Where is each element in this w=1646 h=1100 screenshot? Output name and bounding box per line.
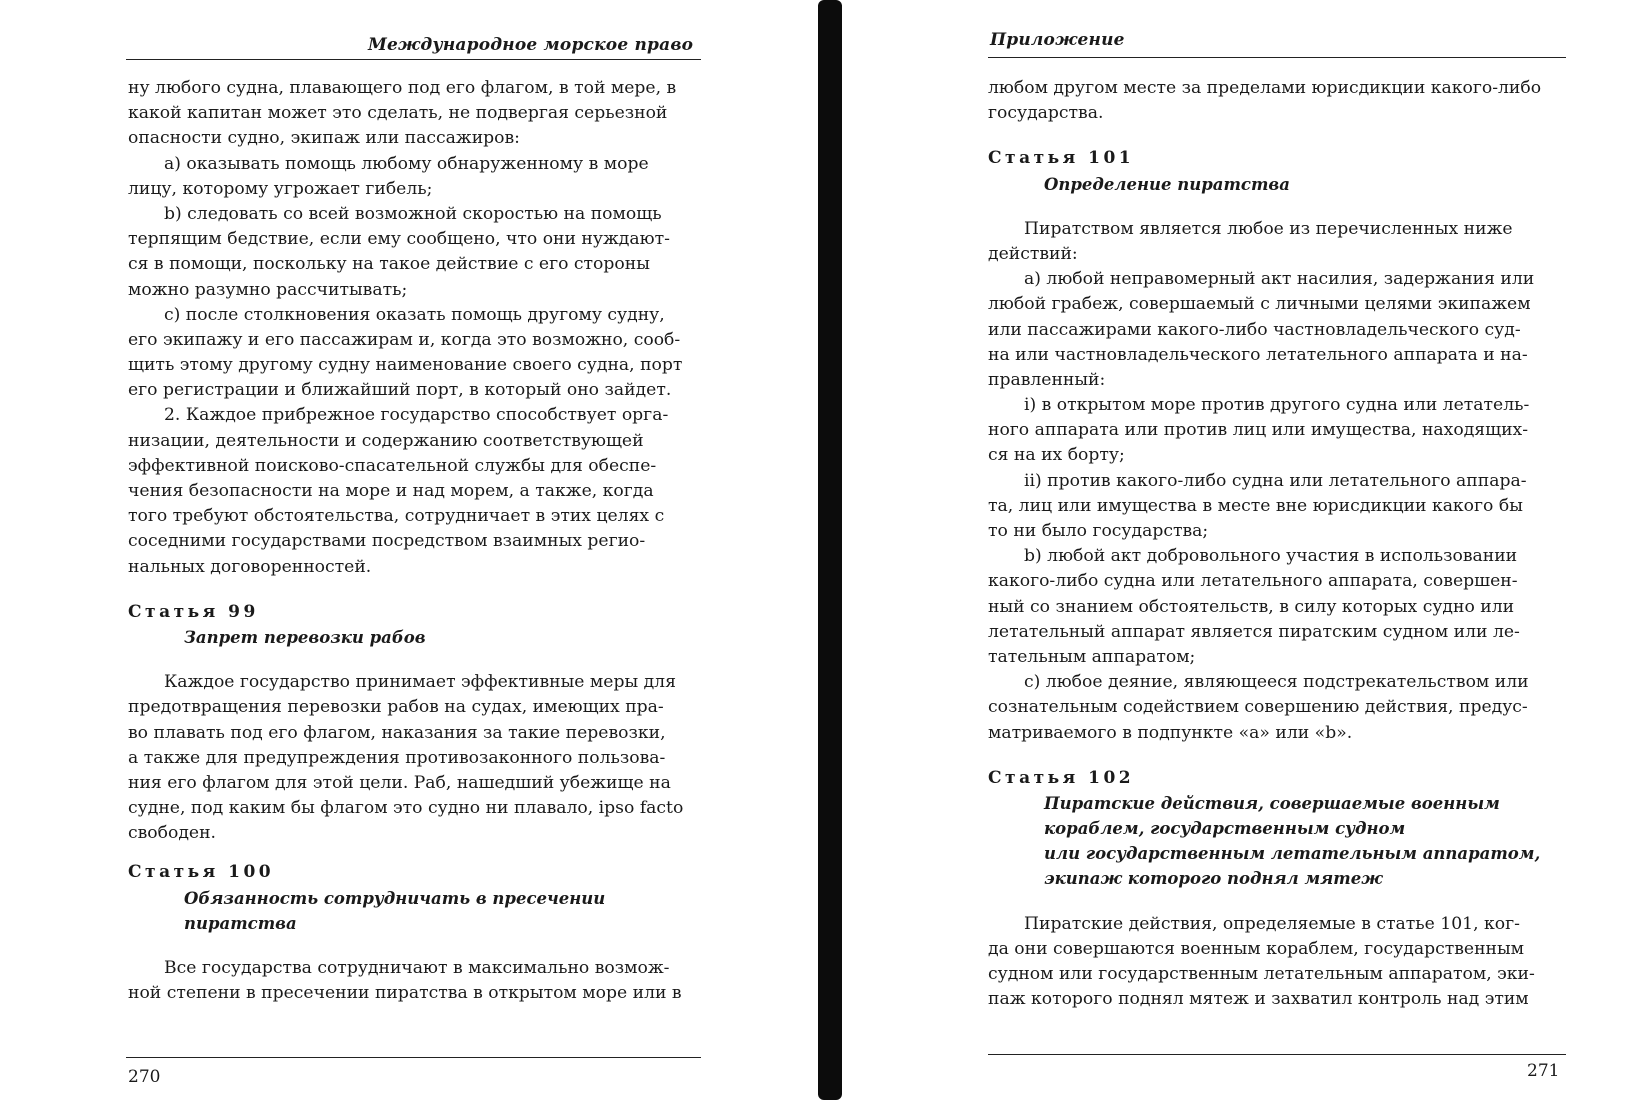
article-heading: Статья 100 (128, 862, 275, 883)
article-title: Запрет перевозки рабов (184, 627, 426, 647)
text-line: щить этому другому судну наименование своего судна, порт (128, 355, 683, 376)
text-line: ный со знанием обстоятельств, в силу которых судно или (988, 596, 1515, 617)
article-title: пиратства (184, 913, 297, 933)
book-spine (818, 0, 842, 1100)
text-line: того требуют обстоятельства, сотрудничает в этих целях с (128, 506, 665, 527)
text-line: b) следовать со всей возможной скоростью на помощь (164, 203, 662, 224)
left-page-text (128, 76, 699, 1006)
text-line: с) после столкновения оказать помощь другому судну, (164, 304, 665, 325)
left-page (0, 0, 810, 1100)
text-line: b) любой акт добровольного участия в использовании (1024, 546, 1518, 567)
text-line: любой грабеж, совершаемый с личными целями экипажем (988, 294, 1531, 315)
text-line: во плавать под его флагом, наказания за такие перевозки, (128, 722, 666, 743)
running-header-left: Международное морское право (368, 35, 694, 55)
text-line: низации, деятельности и содержанию соответствующей (128, 430, 644, 451)
text-line: какой капитан может это сделать, не подвергая серьезной (128, 103, 668, 124)
text-line: сознательным содействием совершению действия, предус- (988, 697, 1528, 718)
text-line: эффективной поисково-спасательной службы для обеспе- (128, 455, 657, 476)
text-line: ния его флагом для этой цели. Раб, нашедший убежище на (128, 772, 671, 793)
text-line: а также для предупреждения противозаконного пользова- (128, 747, 666, 768)
page-number-right: 271 (1527, 1061, 1560, 1081)
right-page (860, 0, 1646, 1100)
article-title: кораблем, государственным судном (1044, 819, 1406, 839)
text-line: опасности судно, экипаж или пассажиров: (128, 128, 520, 149)
text-line: свободен. (128, 823, 217, 844)
text-line: 2. Каждое прибрежное государство способствует орга- (164, 405, 669, 426)
text-line: соседними государствами посредством взаимных регио- (128, 531, 646, 552)
text-line: ся в помощи, поскольку на такое действие с его стороны (128, 254, 650, 275)
text-line: предотвращения перевозки рабов на судах, имеющих пра- (128, 697, 664, 718)
text-line: действий: (988, 243, 1078, 264)
text-line: та, лиц или имущества в месте вне юрисдикции какого бы (988, 495, 1523, 516)
text-line: ного аппарата или против лиц или имущества, находящих- (988, 420, 1529, 441)
article-heading: Статья 102 (988, 767, 1135, 788)
footer-rule-right (988, 1054, 1566, 1055)
text-line: Каждое государство принимает эффективные меры для (164, 672, 676, 693)
text-line: матриваемого в подпункте «а» или «b». (988, 722, 1353, 743)
text-line: ii) против какого-либо судна или летательного аппара- (1024, 470, 1527, 491)
text-line: правленный: (988, 369, 1106, 390)
text-line: нальных договоренностей. (128, 556, 372, 577)
text-line: a) любой неправомерный акт насилия, задержания или (1024, 269, 1535, 290)
text-line: какого-либо судна или летательного аппарата, совершен- (988, 571, 1518, 592)
article-heading: Статья 101 (988, 148, 1135, 169)
article-title: экипаж которого поднял мятеж (1044, 869, 1383, 889)
article-title: Определение пиратства (1044, 174, 1290, 194)
text-line: государства. (988, 103, 1104, 124)
text-line: его экипажу и его пассажирам и, когда это возможно, сооб- (128, 329, 681, 350)
text-line: чения безопасности на море и над морем, а также, когда (128, 481, 654, 501)
text-line: можно разумно рассчитывать; (128, 279, 408, 300)
text-line: любом другом месте за пределами юрисдикции какого-либо (988, 78, 1542, 98)
text-line: то ни было государства; (988, 521, 1209, 541)
header-rule-left (126, 59, 701, 60)
footer-rule-left (126, 1057, 701, 1058)
right-page-text (988, 76, 1568, 1012)
page-number-left: 270 (128, 1067, 161, 1087)
article-title: Обязанность сотрудничать в пресечении (184, 888, 606, 908)
text-line: i) в открытом море против другого судна или летатель- (1024, 395, 1530, 416)
text-line: Пиратские действия, определяемые в статье 101, ког- (1024, 913, 1520, 934)
text-line: Все государства сотрудничают в максимально возмож- (164, 958, 670, 978)
text-line: его регистрации и ближайший порт, в который оно зайдет. (128, 380, 672, 401)
text-line: тательным аппаратом; (988, 646, 1196, 667)
text-line: Пиратством является любое из перечисленных ниже (1024, 218, 1513, 239)
text-line: на или частновладельческого летательного аппарата и на- (988, 344, 1528, 365)
text-line: c) любое деяние, являющееся подстрекательством или (1024, 672, 1529, 693)
text-line: терпящим бедствие, если ему сообщено, что они нуждают- (128, 229, 670, 250)
running-header-right: Приложение (990, 30, 1125, 50)
article-heading: Статья 99 (128, 601, 259, 622)
header-rule-right (988, 57, 1566, 58)
text-line: ся на их борту; (988, 445, 1125, 466)
text-line: а) оказывать помощь любому обнаруженному в море (164, 153, 649, 174)
text-line: паж которого поднял мятеж и захватил контроль над этим (988, 989, 1529, 1010)
text-line: или пассажирами какого-либо частновладельческого суд- (988, 319, 1521, 340)
text-line: летательный аппарат является пиратским судном или ле- (988, 621, 1520, 642)
text-line: да они совершаются военным кораблем, государственным (988, 938, 1525, 959)
article-title: или государственным летательным аппаратом, (1044, 844, 1541, 864)
text-line: ну любого судна, плавающего под его флагом, в той мере, в (128, 78, 677, 98)
text-line: судном или государственным летательным аппаратом, эки- (988, 964, 1535, 984)
text-line: ной степени в пресечении пиратства в открытом море или в (128, 983, 682, 1004)
text-line: судне, под каким бы флагом это судно ни плавало, ipso facto (128, 798, 684, 819)
article-title: Пиратские действия, совершаемые военным (1044, 793, 1500, 813)
text-line: лицу, которому угрожает гибель; (128, 178, 433, 199)
